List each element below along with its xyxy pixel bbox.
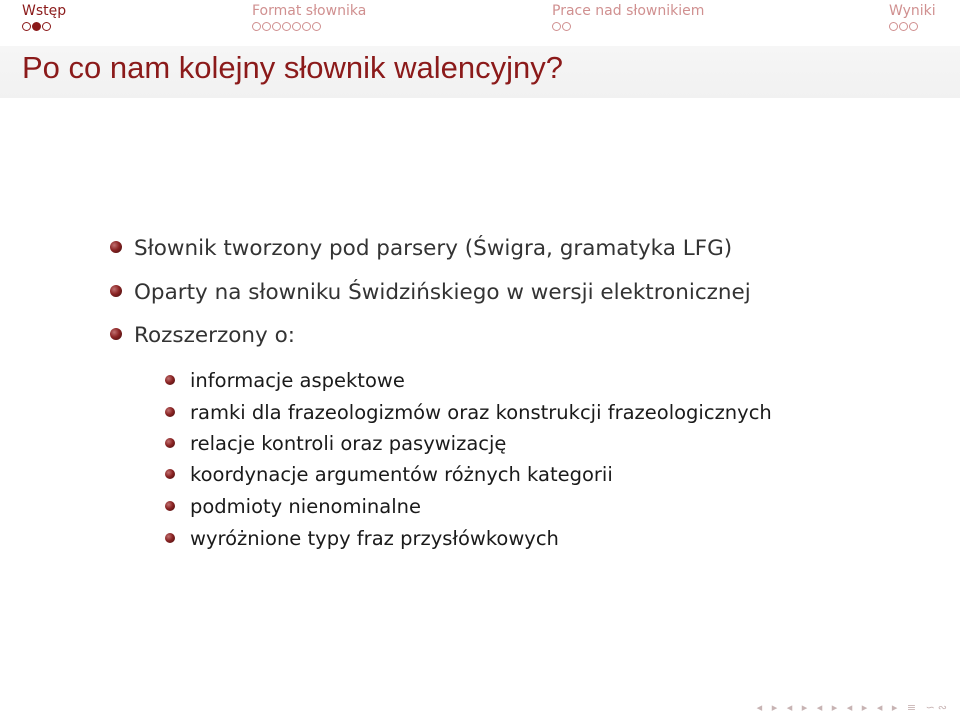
subitem-text: podmioty nienominalne bbox=[190, 495, 421, 518]
list-item bbox=[110, 280, 751, 306]
bullet-ball-icon bbox=[110, 241, 122, 253]
section-nav-format[interactable] bbox=[252, 2, 366, 31]
subsection-dot[interactable] bbox=[252, 22, 261, 31]
subsection-dot[interactable] bbox=[909, 22, 918, 31]
subitem-text: ramki dla frazeologizmów oraz konstrukcji frazeologicznych bbox=[190, 401, 772, 424]
sub-list-item bbox=[165, 432, 506, 456]
subsection-dot[interactable] bbox=[889, 22, 898, 31]
subsection-dot[interactable] bbox=[562, 22, 571, 31]
sub-list-item bbox=[165, 495, 421, 519]
section-dots bbox=[552, 22, 704, 31]
bullet-ball-icon bbox=[110, 285, 122, 297]
section-nav-label: Format słownika bbox=[252, 3, 367, 19]
section-nav-prace[interactable] bbox=[552, 2, 704, 31]
subitem-text: informacje aspektowe bbox=[190, 369, 405, 392]
bullet-ball-icon bbox=[165, 533, 175, 543]
section-dots bbox=[889, 22, 936, 31]
subsection-dot[interactable] bbox=[292, 22, 301, 31]
subsection-dot[interactable] bbox=[262, 22, 271, 31]
list-item bbox=[110, 236, 732, 262]
section-nav-label: Wyniki bbox=[889, 3, 936, 19]
section-nav-label: Wstęp bbox=[22, 3, 67, 19]
item-text: Rozszerzony o: bbox=[134, 323, 295, 348]
sub-list-item bbox=[165, 401, 772, 425]
frame-title: Po co nam kolejny słownik walencyjny? bbox=[22, 50, 564, 85]
bullet-ball-icon bbox=[165, 375, 175, 385]
headline-navigation bbox=[0, 0, 960, 46]
sub-list-item bbox=[165, 463, 613, 487]
beamer-navigation-symbols[interactable]: ◂ ▸ ◂ ▸ ◂ ▸ ◂ ▸ ◂ ▸ ≡ ∽∾ bbox=[756, 701, 950, 714]
bullet-ball-icon bbox=[165, 407, 175, 417]
bullet-ball-icon bbox=[110, 328, 122, 340]
item-text: Oparty na słowniku Świdzińskiego w wersji elektronicznej bbox=[134, 280, 751, 305]
bullet-ball-icon bbox=[165, 469, 175, 479]
subsection-dot[interactable] bbox=[552, 22, 561, 31]
subsection-dot[interactable] bbox=[22, 22, 31, 31]
subsection-dot[interactable] bbox=[899, 22, 908, 31]
subitem-text: relacje kontroli oraz pasywizację bbox=[190, 432, 507, 455]
subsection-dot[interactable] bbox=[42, 22, 51, 31]
section-nav-wstep[interactable] bbox=[22, 2, 66, 31]
subsection-dot[interactable] bbox=[282, 22, 291, 31]
bullet-ball-icon bbox=[165, 438, 175, 448]
sub-list-item bbox=[165, 369, 405, 393]
section-dots bbox=[252, 22, 366, 31]
list-item bbox=[110, 323, 295, 349]
subsection-dot[interactable] bbox=[302, 22, 311, 31]
subsection-dot[interactable] bbox=[32, 22, 41, 31]
section-dots bbox=[22, 22, 66, 31]
item-text: Słownik tworzony pod parsery (Świgra, gramatyka LFG) bbox=[134, 236, 733, 261]
bullet-ball-icon bbox=[165, 501, 175, 511]
sub-list-item bbox=[165, 527, 559, 551]
subitem-text: wyróżnione typy fraz przysłówkowych bbox=[190, 527, 559, 550]
subsection-dot[interactable] bbox=[312, 22, 321, 31]
subitem-text: koordynacje argumentów różnych kategorii bbox=[190, 463, 613, 486]
section-nav-wyniki[interactable] bbox=[889, 2, 936, 31]
subsection-dot[interactable] bbox=[272, 22, 281, 31]
section-nav-label: Prace nad słownikiem bbox=[552, 3, 705, 19]
